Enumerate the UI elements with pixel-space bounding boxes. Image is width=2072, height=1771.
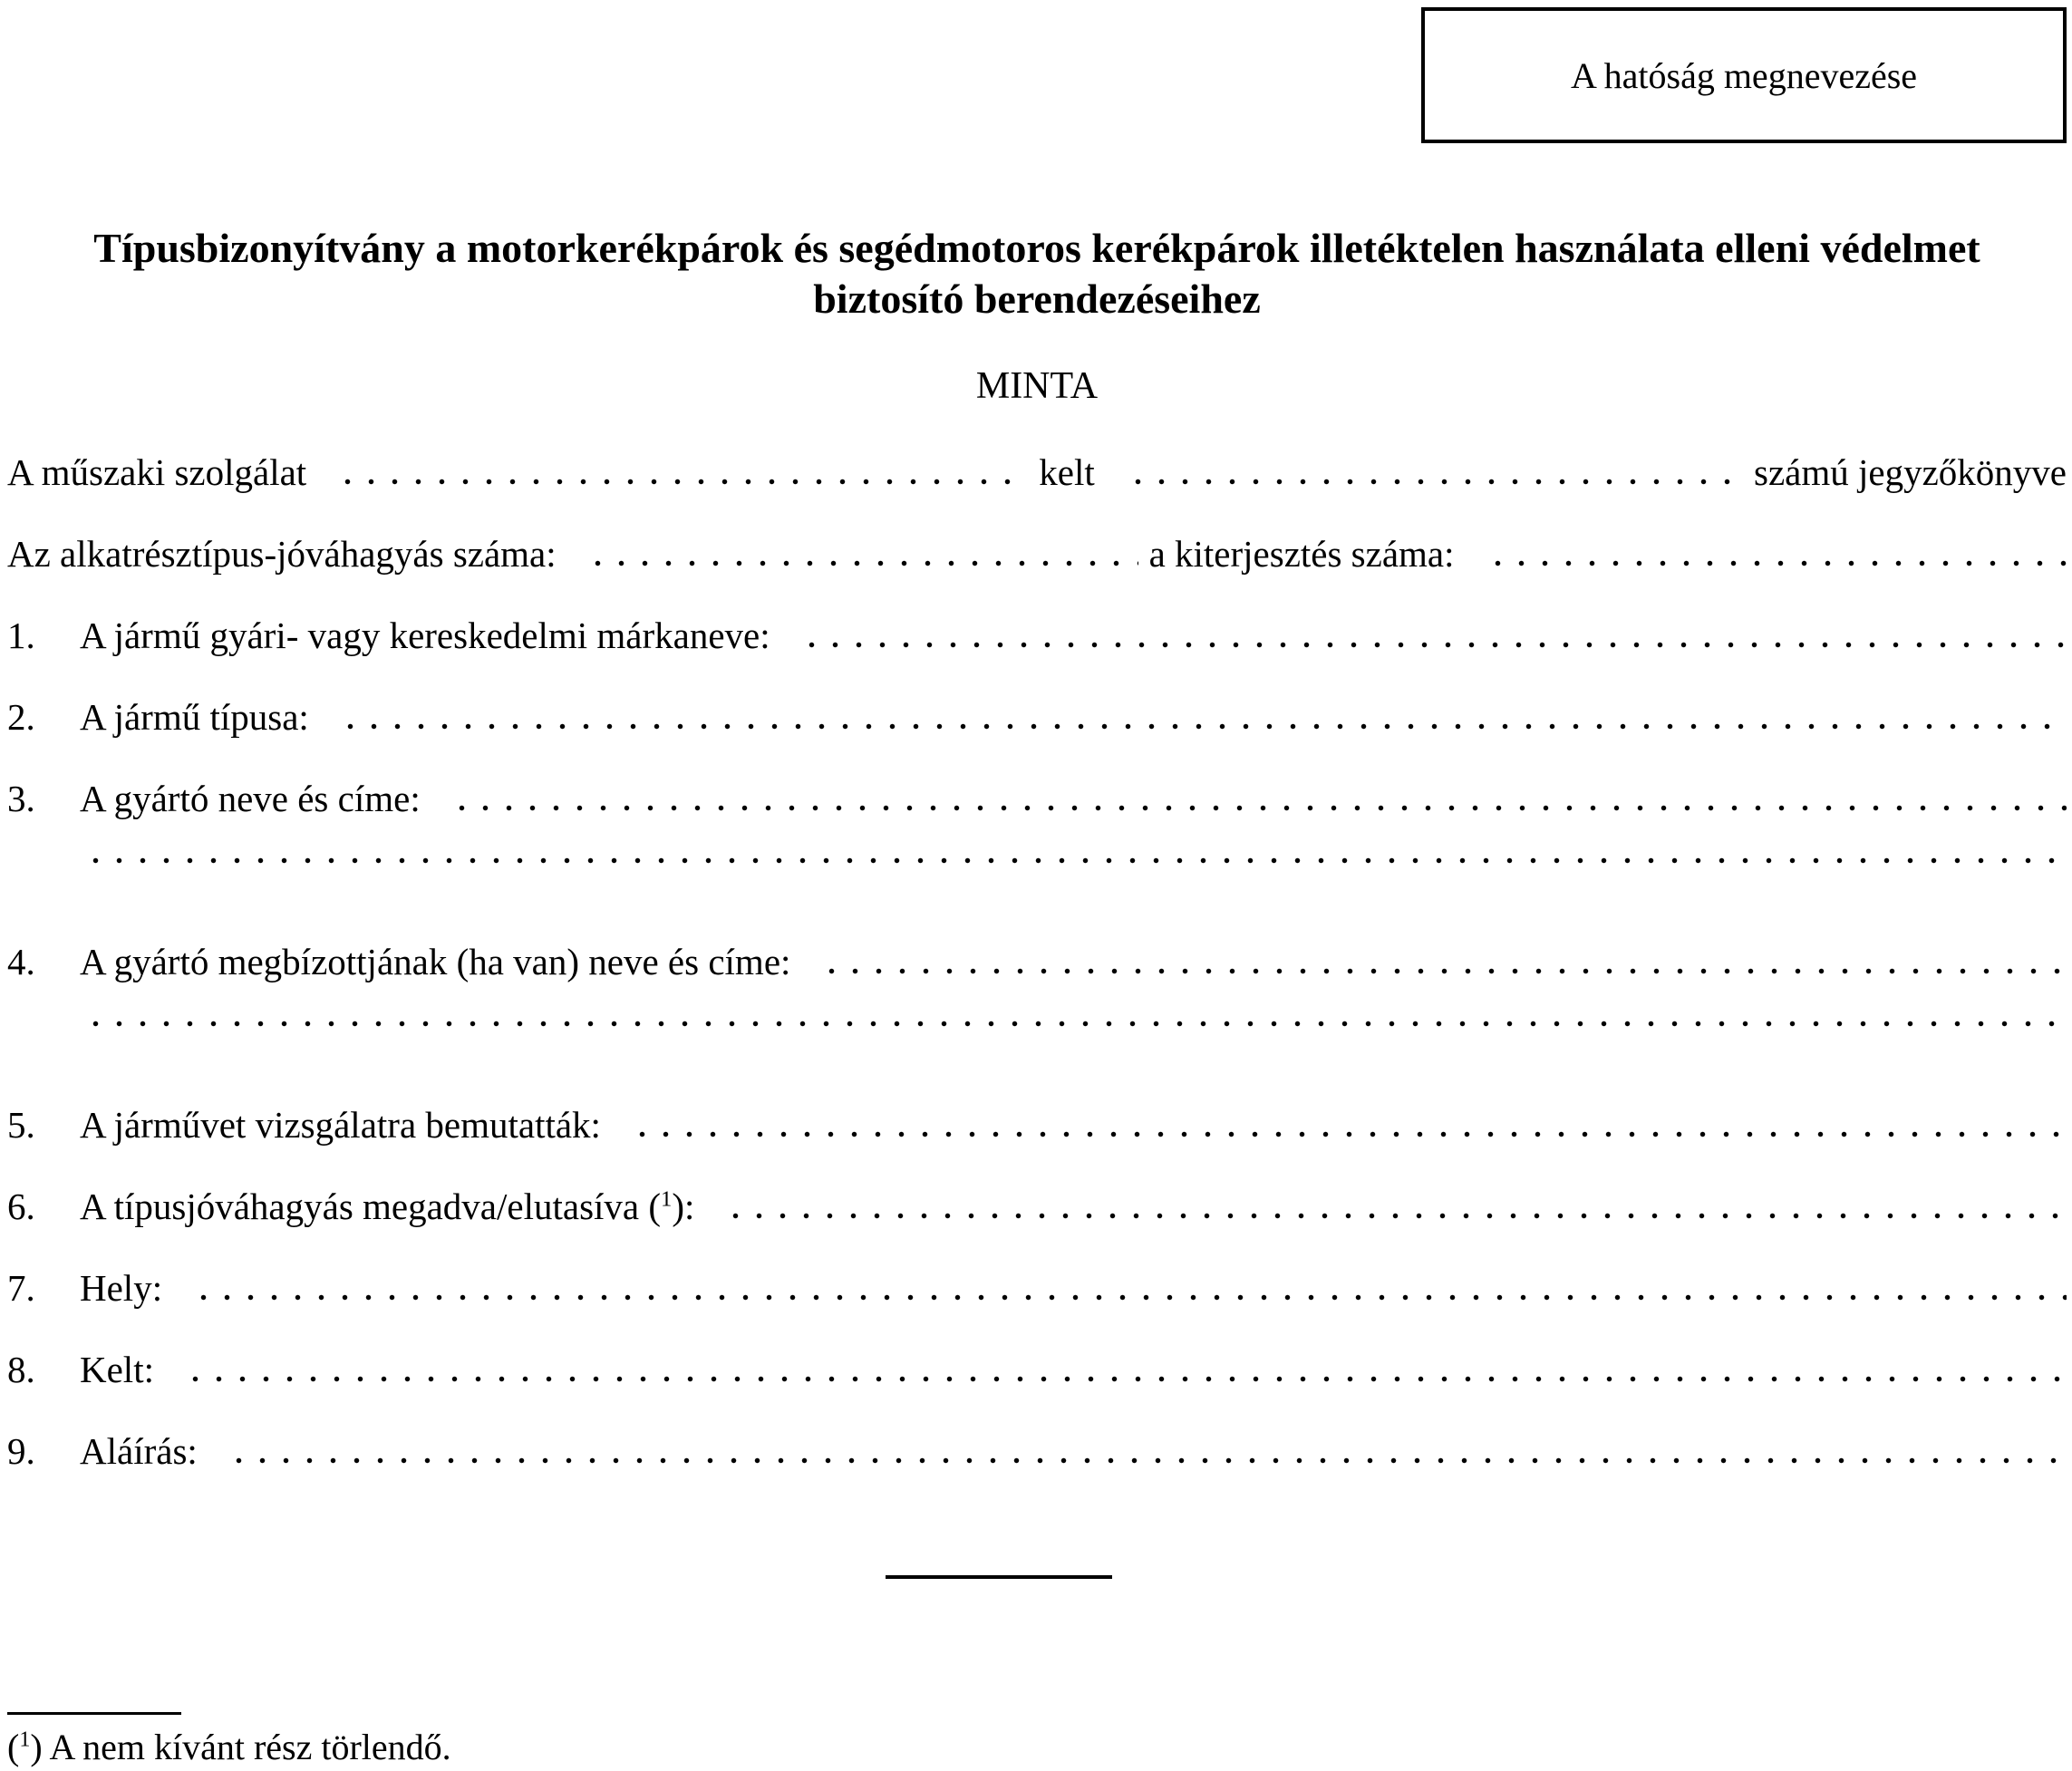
item-number: 3. [7, 778, 35, 819]
item-label: A jármű gyári- vagy kereskedelmi márkaneve: [80, 615, 770, 656]
item-number: 1. [7, 615, 35, 656]
item-label-part: ): [672, 1186, 695, 1227]
footnote-part: ) A nem kívánt rész törlendő. [30, 1727, 451, 1767]
item-number: 9. [7, 1430, 35, 1472]
form-item-2 [7, 694, 2067, 740]
item-label-part: A típusjóváhagyás megadva/elutasíva ( [80, 1186, 662, 1227]
dotted-leader [1495, 560, 2067, 566]
dotted-leader [808, 642, 2067, 648]
protocol-row-end-label: számú jegyzőkönyve [1754, 451, 2067, 493]
form-item-8 [7, 1347, 2067, 1392]
form-item-7 [7, 1265, 2067, 1311]
approval-row [7, 531, 2067, 576]
dotted-leader [236, 1457, 2067, 1464]
footnote-reference: 1 [661, 1186, 673, 1212]
dotted-leader [192, 1376, 2067, 1382]
form-item-3-continuation [7, 857, 2067, 903]
item-label: Kelt: [80, 1349, 154, 1390]
dotted-leader [92, 857, 2067, 864]
dotted-leader [1135, 479, 1745, 485]
dotted-leader [828, 968, 2067, 974]
dotted-leader [200, 1294, 2067, 1301]
item-label: A járművet vizsgálatra bemutatták: [80, 1104, 601, 1146]
approval-row-mid-label: a kiterjesztés száma: [1148, 533, 1455, 575]
item-number: 6. [7, 1186, 35, 1227]
document-title-line1: Típusbizonyítvány a motorkerékpárok és segédmotoros kerékpárok illetéktelen használata elleni védelmet [93, 225, 1980, 271]
item-number: 8. [7, 1349, 35, 1390]
item-label: A gyártó megbízottjának (ha van) neve és címe: [80, 941, 791, 982]
footnote-text [7, 1726, 451, 1769]
item-label: Hely: [80, 1267, 163, 1309]
authority-box-label: A hatóság megnevezése [1570, 54, 1918, 96]
protocol-row [7, 450, 2067, 495]
dotted-leader [459, 805, 2067, 811]
form-item-5 [7, 1102, 2067, 1147]
item-number: 2. [7, 696, 35, 738]
protocol-row-label: A műszaki szolgálat [7, 451, 307, 493]
item-label: A gyártó neve és címe: [80, 778, 421, 819]
item-number: 7. [7, 1267, 35, 1309]
approval-row-label: Az alkatrésztípus-jóváhagyás száma: [7, 533, 557, 575]
item-number: 4. [7, 941, 35, 982]
protocol-row-mid-label: kelt [1039, 451, 1095, 493]
item-label: A jármű típusa: [80, 696, 309, 738]
separator-rule [886, 1575, 1112, 1579]
document-title-line2: biztosító berendezéseihez [813, 276, 1261, 322]
footnote-part: ( [7, 1727, 20, 1767]
authority-box [1421, 7, 2067, 143]
footnote-block [7, 1712, 451, 1769]
item-label: Aláírás: [80, 1430, 198, 1472]
dotted-leader [92, 1021, 2067, 1027]
form-item-1 [7, 613, 2067, 658]
dotted-leader [344, 479, 1028, 485]
form-body [7, 450, 2067, 1474]
dotted-leader [595, 560, 1138, 566]
dotted-leader [347, 723, 2067, 730]
form-item-6 [7, 1184, 2067, 1229]
form-item-9 [7, 1428, 2067, 1474]
form-item-4-continuation [7, 1021, 2067, 1066]
dotted-leader [732, 1213, 2067, 1219]
footnote-number: 1 [19, 1727, 31, 1752]
subtitle-minta: MINTA [975, 365, 1099, 407]
item-label [80, 1184, 694, 1229]
form-item-4 [7, 939, 2067, 984]
footnote-rule [7, 1712, 181, 1715]
form-item-3 [7, 776, 2067, 821]
item-number: 5. [7, 1104, 35, 1146]
dotted-leader [639, 1131, 2067, 1137]
